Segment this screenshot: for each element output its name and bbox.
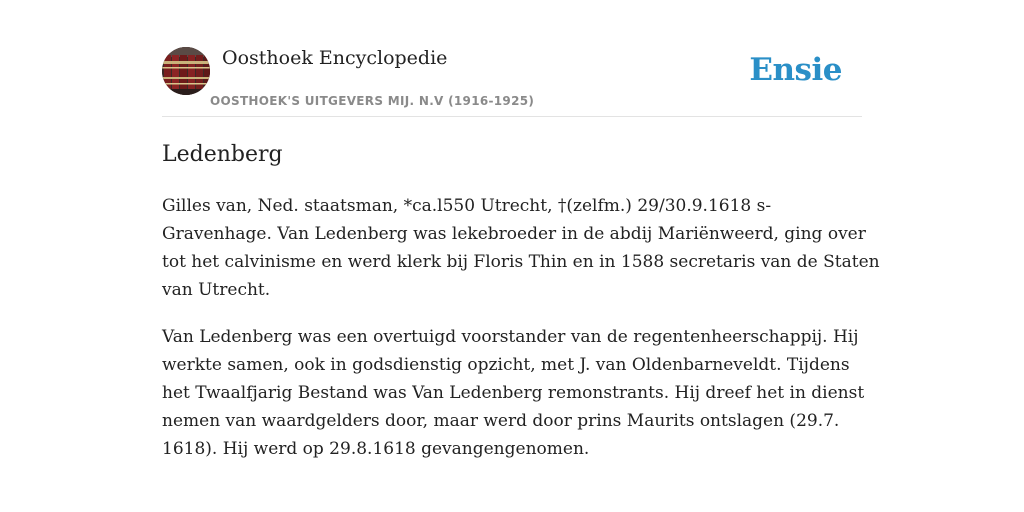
publisher-subtitle: OOSTHOEK'S UITGEVERS MIJ. N.V (1916-1925) xyxy=(210,94,535,108)
site-title[interactable]: Oosthoek Encyclopedie xyxy=(222,47,448,69)
paragraph-line: tot het calvinisme en werd klerk bij Floris Thin en in 1588 secretaris van de Staten xyxy=(162,252,880,272)
paragraph-line: nemen van waardgelders door, maar werd door prins Maurits ontslagen (29.7. xyxy=(162,411,840,431)
paragraph-line: Van Ledenberg was een overtuigd voorstander van de regentenheerschappij. Hij xyxy=(162,327,859,347)
ensie-logo-link[interactable]: Ensie xyxy=(749,52,842,88)
paragraph-line: van Utrecht. xyxy=(162,280,271,300)
article-paragraph-2 xyxy=(162,323,865,463)
paragraph-line: het Twaalfjarig Bestand was Van Ledenberg remonstrants. Hij dreef het in dienst xyxy=(162,383,865,403)
article-title: Ledenberg xyxy=(162,142,283,167)
site-header xyxy=(162,46,862,117)
paragraph-line: werkte samen, ook in godsdienstig opzicht, met J. van Oldenbarneveldt. Tijdens xyxy=(162,355,850,375)
encyclopedia-books-avatar[interactable] xyxy=(162,47,210,95)
article-paragraph-1 xyxy=(162,192,880,304)
paragraph-line: Gravenhage. Van Ledenberg was lekebroeder in de abdij Mariënweerd, ging over xyxy=(162,224,866,244)
paragraph-line: Gilles van, Ned. staatsman, *ca.l550 Utrecht, †(zelfm.) 29/30.9.1618 s- xyxy=(162,196,772,216)
paragraph-line: 1618). Hij werd op 29.8.1618 gevangengenomen. xyxy=(162,439,590,459)
books-icon xyxy=(162,47,210,95)
